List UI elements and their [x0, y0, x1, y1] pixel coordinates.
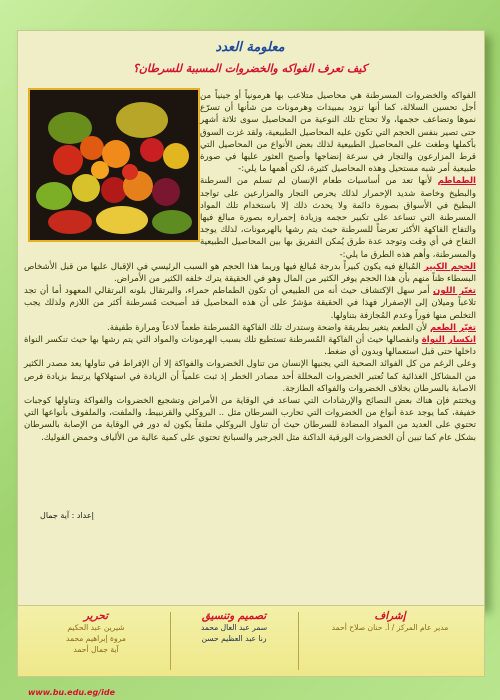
- editor-name: مروة إبراهيم محمد: [66, 634, 126, 643]
- footer-divider: [170, 612, 171, 670]
- item-seed: [24, 334, 476, 358]
- item-taste: [24, 322, 476, 334]
- item-size: [24, 261, 476, 285]
- footer-credits: [17, 605, 485, 677]
- item-color: [24, 285, 476, 322]
- supervision-heading: إشراف: [374, 610, 406, 622]
- designer-name: سمر عبد العال محمد: [200, 623, 268, 632]
- author-credit: إعداد : آية جمال: [40, 511, 94, 520]
- item-text: المُبالغ فيه يكون كبيراً بدرجة مُبالغ فيها وربما هذا الحجم هو السبب الرئيسي في الإقبال عليها من قبل الأشخاص البسطاء ظناً منهم بأن هذا الحجم يوفر الكثير من المال وهو في الحقيقة يترك خلفه الكثير من الأمراض.: [24, 261, 476, 285]
- item-text: لأنها تعد من أساسيات طعام الإنسان لم تسلم من السرطنة والبطيخ وخاصة شديد الإحمرار لذلك يحرص التجار والمزارعين على تواجد البطيخ في الأسواق بصورة دائمة ولا يحدث ذلك إلا باستخدام تلك المواد المسرطنة التي تساعد على تكبير حجمه وزيادة إحمراره بصورة مبالغ فيها والتفاح الفاكهة الأكثر تعرضاً للسرطنة حيث يتم رشها بالهرمونات، لذلك يوجد التفاح في أي وقت وتوجد عدة طرق يُمكن التفريق بها بين المحاصيل الطبيعية والمسرطنة، وأهم هذه الطرق ما يلي:-: [200, 176, 476, 260]
- design-column: [174, 610, 294, 644]
- closing-paragraph-1: وعلى الرغم من كل الفوائد الصحية التي يجنيها الإنسان من تناول الخضروات والفواكة إلا أن الإفراط في تناولها يعد مصدر الكثير من المشاكل الغذائية كما تُعتبر الخضروات المخللة أحد مصادر الخطر إذ ثبت علمياً أن الزيادة في استهلاكها يرتبط بزيادة فرص الاصابة بالسرطان بخلاف الخضروات والفواكه الطازجة.: [24, 359, 476, 394]
- footer-divider: [298, 612, 299, 670]
- designer-name: رنا عبد العظيم حسن: [201, 634, 267, 643]
- website-link[interactable]: www.bu.edu.eg/ide: [28, 688, 116, 697]
- item-label: الحجم الكبير: [423, 261, 476, 272]
- editing-heading: تحرير: [83, 610, 109, 622]
- editor-name: شيرين عبد الحكيم: [67, 623, 125, 632]
- article-body: [24, 90, 476, 500]
- page-title: معلومة العدد: [215, 40, 285, 55]
- item-label: تغيّر الطعم: [429, 322, 476, 333]
- article-subtitle: كيف تعرف الفواكه والخضروات المسببة للسرطان؟: [133, 62, 367, 75]
- editor-name: آية جمال أحمد: [73, 645, 119, 654]
- intro-paragraph: الفواكه والخضروات المسرطنة هي محاصيل متلاعب بها هرمونياً أو جينياً من أجل تحسين السلالة، كما أنها تزود بمبيدات وهرمونات من شأنها أن تسرّع نموها وتضاعف حجمها، ولا تحتاج تلك النوعية من المحاصيل سوى ثلاثة أشهر حتى تصير بنفس الحجم التي تكون عليه المحاصيل الطبيعية، ولقد غزت السوق بأكملها وطغت على المحاصيل الطبيعية لذلك بعض الأنواع من المحاصيل التي قرط المزارعون والتجار في سرعة إنضاجها وأصبح العثور عليها في صورة طبيعية أمر شبه مستحيل وهذه المحاصيل كثيرة، لكن أهمها ما يلي:-: [200, 91, 476, 175]
- design-heading: تصميم وتنسيق: [201, 610, 267, 622]
- item-text: وانفصالها حيث أن الفاكهة المُسرطنة تستطيع تلك بسبب الهرمونات والمواد التي يتم رشها بها حيث تنكسر النواة داخلها حتى قبل استعمالها وبدون أي ضغط.: [24, 335, 476, 358]
- item-label: انكسار النواة: [421, 335, 477, 346]
- item-text: أمر سهل الإكتشاف حيث أنه من الطبيعي أن تكون الطماطم حمراء، والبرتقال بلونه البرتقالي المعهود أما أن تجد تلاعباً وميلان إلى الإصفرار فهذا في الحقيقة مؤشرٌ على أن هذه المحاصيل قد أصبحت مُسرطنة أكثر من اللازم ولذلك يجب التخلص منها فوراً وعدم المُجازفة بتناولها.: [24, 286, 476, 321]
- editing-column: [26, 610, 166, 655]
- supervisor-name: مدير عام المركز / أ. حنان صلاح أحمد: [331, 623, 449, 632]
- supervision-column: [304, 610, 476, 633]
- item-text: لأن الطعم يتغير بطريقة واضحة وستدرك تلك الفاكهة المُسرطنة طعماً لاذعاً ومرارة طفيفة.: [107, 322, 428, 333]
- item-label: تغيّر اللون: [433, 286, 476, 297]
- closing-paragraph-2: ويختتم فإن هناك بعض النصائح والإرشادات التي تساعد في الوقاية من الأمراض وتشجيع الخضروات والفواكة وتناولها كوجبات خفيفة، كما يوجد عدة أنواع من الخضروات التي تحارب السرطان مثل .. البروكلي والقرنبيط، والملفت، والملفوف بأنواعها التي تحتوي على العديد من المواد المضادة للسرطان حيث أن تناول البروكلي ملتقاً يكون له دور في الوقاية من الإصابة بالسرطان بشكل عام كما تبين أن الخضروات الورقية الداكنة مثل الجرجير والسبانخ تحتوي على كمية عالية من الألياف وحمض الفوليك.: [24, 396, 476, 443]
- item-label: الطماطم: [437, 176, 477, 187]
- image-spacer: [24, 90, 200, 244]
